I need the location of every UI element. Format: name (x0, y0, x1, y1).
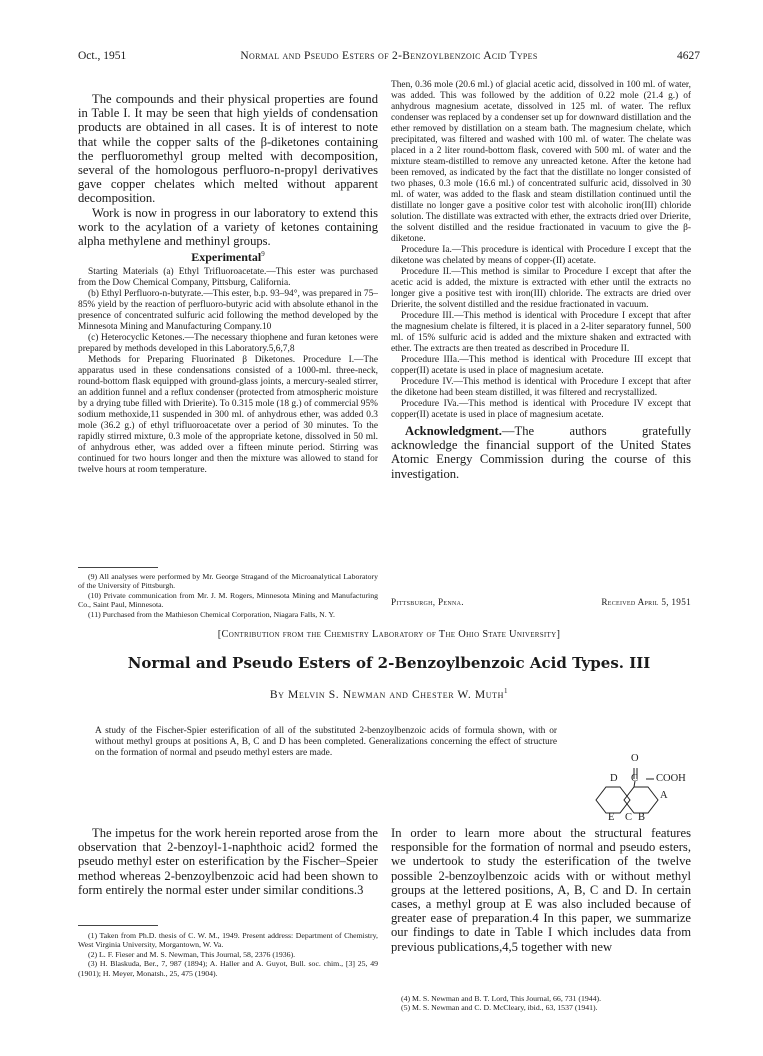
experimental-paragraph: Procedure IV.—This method is identical with Procedure I except that after the diketone had been steam distilled, it was filtered and recrystallized. (391, 377, 691, 398)
right-ring (624, 787, 658, 813)
formula-c-top: C (631, 773, 639, 784)
left-ring (596, 787, 630, 813)
page-number: 4627 (677, 50, 700, 62)
experimental-paragraph: (c) Heterocyclic Ketones.—The necessary thiophene and furan ketones were prepared by methods developed in this Laboratory.5,6,7,8 (78, 333, 378, 355)
formula-c-ring: C (625, 812, 633, 823)
footnote: (9) All analyses were performed by Mr. George Stragand of the Microanalytical Laboratory of the University of Pittsburgh. (78, 572, 378, 591)
footnote: (10) Private communication from Mr. J. M. Rogers, Minnesota Mining and Manufacturing Co., Saint Paul, Minnesota. (78, 590, 378, 610)
upper-left-column (78, 92, 378, 476)
footnote: (1) Taken from Ph.D. thesis of C. W. M., 1949. Present address: Department of Chemistry, West Virginia University, Morgantown, W. Va. (78, 931, 378, 950)
article-authors (78, 687, 700, 701)
acknowledgment-paragraph (391, 424, 691, 481)
footnote-marker: 1 (504, 687, 509, 695)
experimental-paragraph: Then, 0.36 mole (20.6 ml.) of glacial acetic acid, dissolved in 100 ml. of water, was added. This was followed by the addition of 0.22 mole (21.4 g.) of anhydrous magnesium acetate, dissolved in 125 ml. of water. The reflux condenser was replaced by a condenser set up for downward distillation and the ether removed by distillation on a steam bath. The magnesium chelate, which precipitated, was filtered and washed with 100 ml. of water. The chelate was placed in a 2 liter round-bottom flask, covered with 500 ml. of water and the mixture steam-distilled to remove any unreacted ketone. After the ketone had been removed, as indicated by the fact that the distillate no longer consisted of two phases, 0.3 mole (16.6 ml.) of concentrated sulfuric acid, dissolved in 30 ml. of water, was added to the flask and steam distillation continued until the distillate no longer gave a positive color test with alcoholic iron(III) chloride solution. The distillate was extracted with ether, the extracts dried over Drierite, the solvent distilled and the residue fractionated in vacuum to give the β-diketone. (391, 80, 691, 244)
formula-e: E (608, 812, 615, 823)
body-paragraph: The compounds and their physical properties are found in Table I. It may be seen that high yields of condensation products are obtained in all cases. It is of interest to note that while the copper salts of the β-diketones containing the perfluoromethyl group melted with decomposition, several of the homologous perfluoro-n-propyl derivatives gave copper chelates which melted without apparent decomposition. (78, 92, 378, 206)
experimental-paragraph: Procedure III.—This method is identical with Procedure I except that after the magnesium chelate is filtered, it is placed in a 2-liter separatory funnel, 500 ml. of 15% sulfuric acid is added and the mixture shaken and extracted with ether. The extracts are then treated as described in Procedure II. (391, 311, 691, 354)
experimental-paragraph: Procedure IIIa.—This method is identical with Procedure III except that copper(II) acetate is used in place of magnesium acetate. (391, 355, 691, 376)
footnote-marker: 9 (261, 250, 265, 259)
authors-text: By Melvin S. Newman and Chester W. Muth (269, 687, 505, 701)
footnote: (5) M. S. Newman and C. D. McCleary, ibid., 63, 1537 (1941). (401, 1003, 598, 1013)
body-paragraph: The impetus for the work herein reported arose from the observation that 2-benzoyl-1-naphthoic acid2 formed the pseudo methyl ester on esterification by the Fischer–Speier method whereas 2-benzoylbenzoic acid had been shown to form entirely the normal ester under similar conditions.3 (78, 826, 378, 897)
experimental-paragraph: Starting Materials (a) Ethyl Trifluoroacetate.—This ester was purchased from the Dow Chemical Company, Pittsburg, California. (78, 267, 378, 289)
upper-right-column (391, 80, 691, 481)
formula-d: D (610, 773, 618, 784)
abstract: A study of the Fischer-Spier esterification of all of the substituted 2-benzoylbenzoic acids of formula shown, with or without methyl groups at positions A, B, C and D has been completed. Generalizations concerning the effect of structure on the formation of normal and pseudo methyl esters are made. (95, 726, 557, 759)
running-head-title: Normal and Pseudo Esters of 2-Benzoylbenzoic Acid Types (240, 50, 538, 62)
experimental-paragraph: Procedure IVa.—This method is identical with Procedure IV except that copper(II) acetate is used in place of magnesium acetate. (391, 399, 691, 420)
formula-a: A (660, 790, 668, 801)
acknowledgment-text: —The authors gratefully acknowledge the financial support of the United States Atomic Energy Commission during the course of this investigation. (391, 424, 691, 481)
experimental-paragraph: Procedure Ia.—This procedure is identical with Procedure I except that the diketone was chelated by means of copper-(II) acetate. (391, 245, 691, 266)
footnote: (2) L. F. Fieser and M. S. Newman, This Journal, 58, 2376 (1936). (88, 949, 296, 959)
experimental-heading-text: Experimental (191, 250, 262, 265)
lower-right-column (391, 826, 691, 954)
running-head (78, 50, 700, 66)
formula-cooh: COOH (656, 773, 686, 784)
footnote: (11) Purchased from the Mathieson Chemical Corporation, Niagara Falls, N. Y. (88, 609, 335, 619)
lower-left-footnotes (78, 931, 378, 978)
footnote: (3) H. Blaskuda, Ber., 7, 987 (1894); A. Haller and A. Guyot, Bull. soc. chim., [3] 25, 49 (1901); H. Meyer, Monatsh., 25, 475 (1904). (78, 959, 378, 978)
structural-formula (590, 753, 710, 837)
received-date: Received April 5, 1951 (601, 597, 691, 607)
formula-o: O (631, 753, 639, 764)
experimental-paragraph: (b) Ethyl Perfluoro-n-butyrate.—This ester, b.p. 93–94°, was prepared in 75–85% yield by the reaction of perfluoro-butyric acid with absolute ethanol in the presence of concentrated sulfuric acid following the method developed by the Minnesota Mining and Manufacturing Company.10 (78, 289, 378, 333)
experimental-paragraph: Methods for Preparing Fluorinated β Diketones. Procedure I.—The apparatus used in these condensations consisted of a 1000-ml. three-neck, round-bottom flask equipped with ground-glass joints, a mercury-sealed stirrer, an addition funnel and a reflux condenser (protected from atmospheric moisture by a drying tube filled with Drierite). To 0.315 mole (18 g.) of commercial 95% sodium methoxide,11 suspended in 300 ml. of anhydrous ether, was added 0.3 mole (36.2 g.) of ethyl trifluoroacetate over a period of 30 minutes. To the rapidly stirred mixture, 0.3 mole of the appropriate ketone, dissolved in 50 ml. of anhydrous ether, was added over a fifteen minute period. Stirring was continued for two hours longer and then the mixture was allowed to stand for twelve hours at room temperature. (78, 355, 378, 476)
footnote-rule (78, 567, 158, 568)
footnote: (4) M. S. Newman and B. T. Lord, This Journal, 66, 731 (1944). (401, 994, 602, 1003)
running-head-date: Oct., 1951 (78, 50, 127, 62)
experimental-heading (78, 250, 378, 265)
body-paragraph: In order to learn more about the structural features responsible for the formation of normal and pseudo esters, we undertook to study the esterification of the twelve possible 2-benzoylbenzoic acids with or without methyl groups at the lettered positions, A, B, C and D. In certain cases, a methyl group at E was also included because of greater ease of preparation.4 In this paper, we summarize our findings to date in Table I which includes data from previous publications,4,5 together with new (391, 826, 691, 954)
place-line: Pittsburgh, Penna. (391, 597, 464, 607)
article-title: Normal and Pseudo Esters of 2-Benzoylbenzoic Acid Types. III (127, 654, 651, 672)
lower-left-column (78, 826, 378, 897)
contribution-line: [Contribution from the Chemistry Laboratory of The Ohio State University] (217, 629, 561, 640)
body-paragraph: Work is now in progress in our laboratory to extend this work to the acylation of a variety of ketones containing alpha methylene and methinyl groups. (78, 205, 378, 249)
acknowledgment-heading: Acknowledgment. (405, 424, 502, 438)
upper-left-footnotes (78, 572, 378, 619)
lower-right-footnotes (391, 994, 691, 1013)
footnote-rule (78, 925, 158, 926)
formula-drawing (590, 757, 710, 837)
formula-b: B (638, 812, 646, 823)
experimental-paragraph: Procedure II.—This method is similar to Procedure I except that after the acetic acid is added, the mixture is extracted with ether until the extracts no longer give a positive test with iron(III) chloride. The extracts are dried over Drierite, the solvent distilled and the residue fractionated in vacuum. (391, 267, 691, 310)
